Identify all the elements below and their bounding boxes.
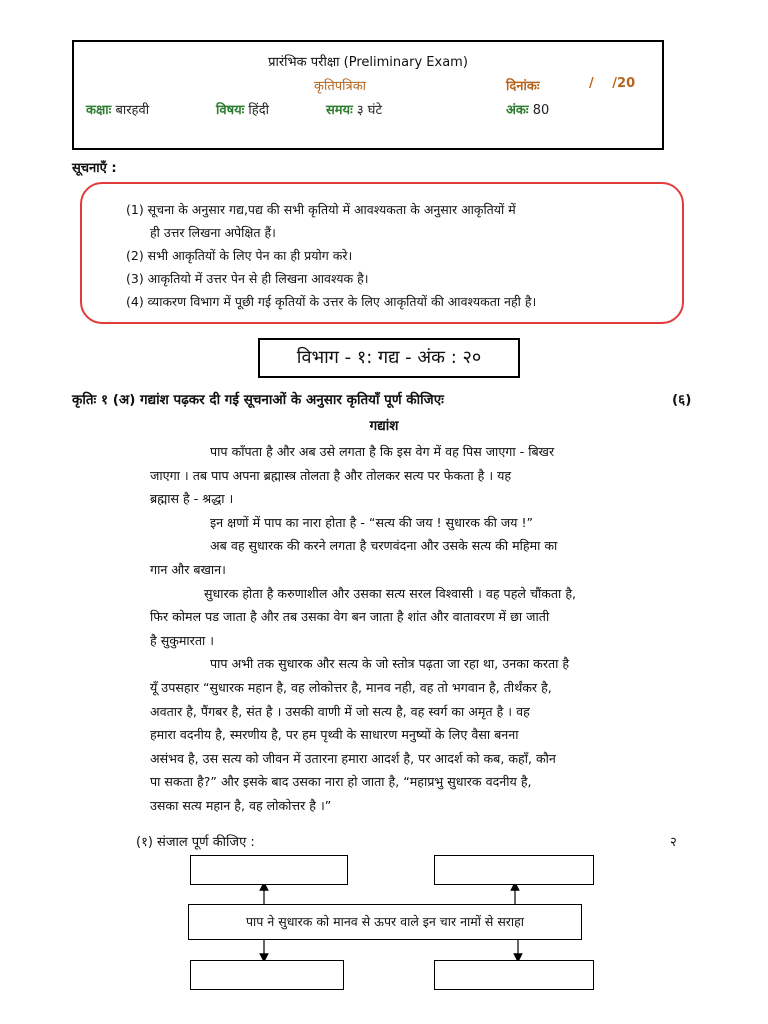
meta-time: समयः ३ घंटे xyxy=(326,103,383,118)
note-item-2: (2) सभी आकृतियों के लिए पेन का ही प्रयोग करे। xyxy=(126,248,353,263)
passage-line: पाप अभी तक सुधारक और सत्य के जो स्तोत्र पढ़ता जा रहा था, उनका करता है xyxy=(210,656,570,672)
note-item-1-cont: ही उत्तर लिखना अपेक्षित हैं। xyxy=(150,225,276,240)
answer-box-bottom-left[interactable] xyxy=(190,960,344,990)
passage-line: हमारा वदनीय है, स्मरणीय है, पर हम पृथ्वी के साधारण मनुष्यों के लिए वैसा बनना xyxy=(150,727,519,743)
subquestion-marks: २ xyxy=(670,835,677,850)
passage-line: पाप काँपता है और अब उसे लगता है कि इस वेग में वह पिस जाएगा - बिखर xyxy=(210,444,555,459)
passage-line: इन क्षणों में पाप का नारा होता है - “सत्य की जय ! सुधारक की जय !” xyxy=(210,514,534,530)
document-type: कृतिपत्रिका xyxy=(314,79,367,94)
subquestion-label: (१) संजाल पूर्ण कीजिए : xyxy=(136,835,255,850)
exam-title: प्रारंभिक परीक्षा (Preliminary Exam) xyxy=(268,55,468,70)
date-label: दिनांकः xyxy=(506,79,540,94)
passage-line: है सुकुमारता । xyxy=(150,632,215,648)
meta-class: कक्षाः बारहवी xyxy=(86,103,150,118)
question-title: कृतिः १ (अ) गद्यांश पढ़कर दी गई सूचनाओं के अनुसार कृतियाँ पूर्ण कीजिएः xyxy=(72,392,444,408)
passage-line: ब्रह्मास है - श्रद्धा । xyxy=(150,491,234,507)
passage-line: फिर कोमल पड जाता है और तब उसका वेग बन जाता है शांत और वातावरण में छा जाती xyxy=(150,609,550,625)
answer-box-bottom-right[interactable] xyxy=(434,960,594,990)
answer-box-top-right[interactable] xyxy=(434,855,594,885)
note-item-3: (3) आकृतियो में उत्तर पेन से ही लिखना आवश्यक है। xyxy=(126,271,369,286)
passage-line: पा सकता है?” और इसके बाद उसका नारा हो जाता है, “महाप्रभु सुधारक वदनीय है, xyxy=(150,774,532,790)
notes-heading: सूचनाएँ : xyxy=(72,161,117,176)
passage-line: उसका सत्य महान है, वह लोकोत्तर है ।” xyxy=(150,797,332,813)
passage-line: असंभव है, उस सत्य को जीवन में उतारना हमारा आदर्श है, पर आदर्श को कब, कहाँ, कौन xyxy=(150,750,556,766)
passage-line: जाएगा । तब पाप अपना ब्रह्मास्त्र तोलता है और तोलकर सत्य पर फेकता है । यह xyxy=(150,467,512,483)
passage-heading: गद्यांश xyxy=(369,418,399,434)
answer-box-top-left[interactable] xyxy=(190,855,348,885)
passage-line: अब वह सुधारक की करने लगता है चरणवंदना और उसके सत्य की महिमा का xyxy=(210,538,558,554)
meta-marks: अंकः 80 xyxy=(506,103,550,118)
passage-line: यूँ उपसहार “सुधारक महान है, वह लोकोत्तर है, मानव नही, वह तो भगवान है, तीर्थंकर है, xyxy=(150,679,552,695)
passage-line: गान और बखान। xyxy=(150,561,226,577)
web-center-box: पाप ने सुधारक को मानव से ऊपर वाले इन चार नामों से सराहा xyxy=(188,904,582,940)
note-item-4: (4) व्याकरण विभाग में पूछी गई कृतियों के उत्तर के लिए आकृतियों की आवश्यकता नही है। xyxy=(126,294,537,309)
passage-line: अवतार है, पैंगबर है, संत है । उसकी वाणी में जो सत्य है, वह स्वर्ग का अमृत है । वह xyxy=(150,703,530,719)
date-value: / /20 xyxy=(589,76,636,91)
meta-subject: विषयः हिंदी xyxy=(216,103,269,118)
question-marks: (६) xyxy=(672,392,692,408)
section-title: विभाग - १: गद्य - अंक : २० xyxy=(258,338,520,378)
note-item-1: (1) सूचना के अनुसार गद्य,पद्य की सभी कृतियो में आवश्यकता के अनुसार आकृतियों में xyxy=(126,202,516,217)
passage-line: सुधारक होता है करुणाशील और उसका सत्य सरल विश्वासी । वह पहले चौंकता है, xyxy=(204,585,577,601)
